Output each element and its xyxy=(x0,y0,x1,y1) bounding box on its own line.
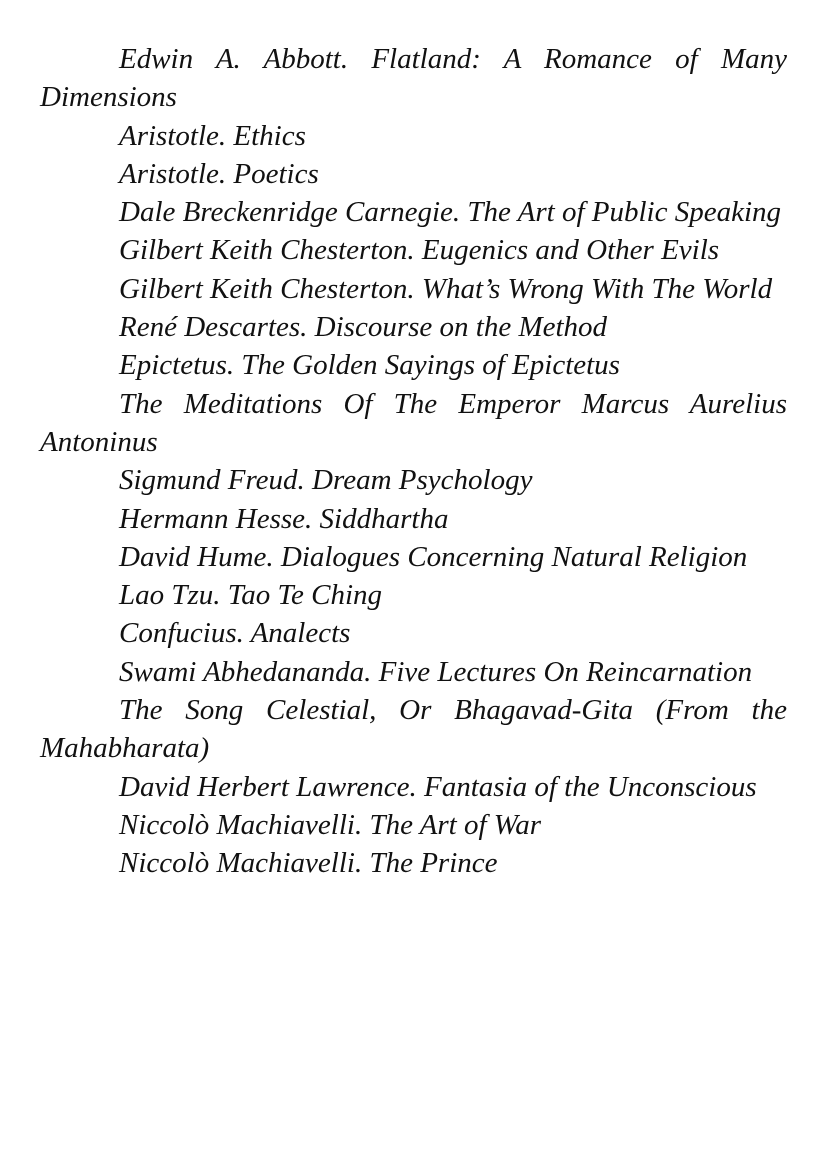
bibliography-entry: Dale Breckenridge Carnegie. The Art of Public Speaking xyxy=(119,196,782,229)
bibliography-entry: The Song Celestial, Or Bhagavad-Gita (From the Mahabharata) xyxy=(40,694,787,765)
bibliography-entry: Niccolò Machiavelli. The Art of War xyxy=(119,808,542,841)
bibliography-entry: David Herbert Lawrence. Fantasia of the Unconscious xyxy=(119,770,757,803)
bibliography-entry: Edwin A. Abbott. Flatland: A Romance of Many Dimensions xyxy=(40,43,787,114)
bibliography-list xyxy=(40,40,787,883)
bibliography-entry: Aristotle. Poetics xyxy=(119,157,319,190)
bibliography-entry: The Meditations Of The Emperor Marcus Aurelius Antoninus xyxy=(40,387,787,458)
bibliography-entry: Gilbert Keith Chesterton. Eugenics and Other Evils xyxy=(119,234,720,267)
bibliography-entry: Gilbert Keith Chesterton. What’s Wrong With The World xyxy=(119,272,773,305)
bibliography-entry: Hermann Hesse. Siddhartha xyxy=(119,502,449,535)
bibliography-entry: Confucius. Analects xyxy=(119,617,351,650)
bibliography-entry: Aristotle. Ethics xyxy=(119,119,306,152)
bibliography-entry: Lao Tzu. Tao Te Ching xyxy=(119,579,382,612)
bibliography-entry: Niccolò Machiavelli. The Prince xyxy=(119,847,498,880)
bibliography-entry: Epictetus. The Golden Sayings of Epictetus xyxy=(119,349,620,382)
bibliography-entry: Swami Abhedananda. Five Lectures On Reincarnation xyxy=(119,655,753,688)
bibliography-entry: David Hume. Dialogues Concerning Natural Religion xyxy=(119,540,748,573)
bibliography-entry: René Descartes. Discourse on the Method xyxy=(119,311,608,344)
bibliography-entry: Sigmund Freud. Dream Psychology xyxy=(119,464,533,497)
